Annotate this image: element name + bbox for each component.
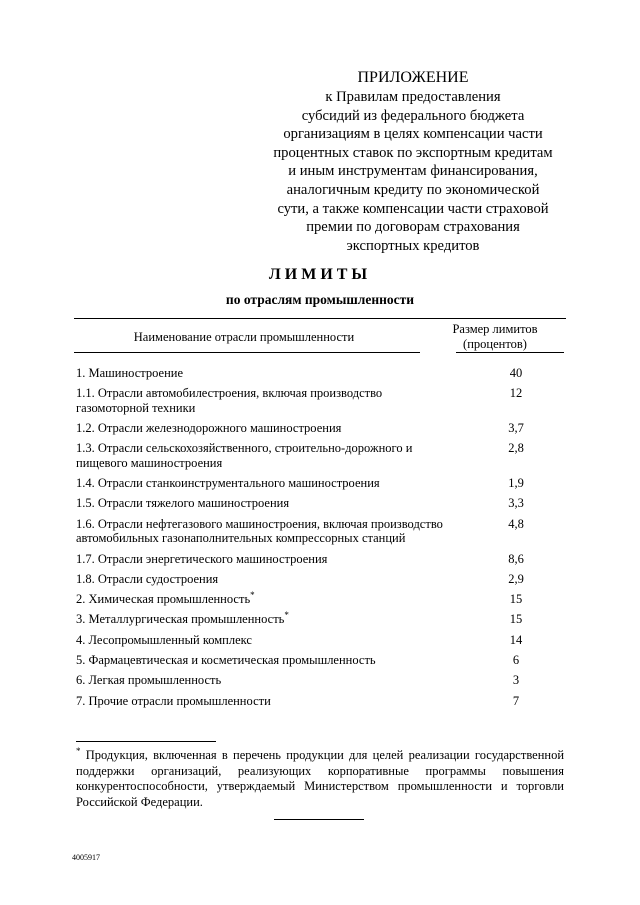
document-number: 4005917 <box>72 853 100 862</box>
table-row <box>76 653 566 668</box>
appendix-heading: ПРИЛОЖЕНИЕ <box>357 69 469 86</box>
header-bottom-rule <box>74 352 420 353</box>
appendix-line: экспортных кредитов <box>346 237 480 254</box>
row-name: 1.6. Отрасли нефтегазового машиностроения, включая производство автомобильных газонаполнительных компрессорных станций <box>76 516 443 546</box>
row-value: 6 <box>512 653 520 668</box>
row-name: 1.7. Отрасли энергетического машиностроения <box>76 551 328 566</box>
row-value: 14 <box>509 632 523 647</box>
row-name: 4. Лесопромышленный комплекс <box>76 632 252 647</box>
row-value: 2,8 <box>508 441 524 456</box>
appendix-block <box>258 68 568 255</box>
table-row <box>76 386 566 415</box>
table-row <box>76 694 566 709</box>
row-name: 6. Легкая промышленность <box>76 673 222 688</box>
appendix-line: и иным инструментам финансирования, <box>288 163 538 180</box>
table-row <box>76 476 566 491</box>
row-name: 1.3. Отрасли сельскохозяйственного, строительно-дорожного и пищевого машиностроения <box>76 441 413 470</box>
row-name: 1.2. Отрасли железнодорожного машиностроения <box>76 421 342 436</box>
appendix-line: сути, а также компенсации части страховой <box>277 200 549 217</box>
row-name: 1. Машиностроение <box>76 366 184 380</box>
row-name: 5. Фармацевтическая и косметическая промышленность <box>76 653 376 668</box>
table-row <box>76 517 566 546</box>
row-name: 1.8. Отрасли судостроения <box>76 571 219 586</box>
appendix-line: аналогичным кредиту по экономической <box>286 181 540 198</box>
appendix-line: к Правилам предоставления <box>325 89 501 105</box>
table-top-rule <box>74 318 566 319</box>
table-row <box>76 552 566 567</box>
row-value: 3,7 <box>508 421 524 436</box>
row-name: 1.1. Отрасли автомобилестроения, включая производство газомоторной техники <box>76 386 383 415</box>
row-name: 3. Металлургическая промышленность* <box>76 610 289 627</box>
col-name-header: Наименование отрасли промышленности <box>133 330 355 344</box>
appendix-line: премии по договорам страхования <box>306 219 520 236</box>
col-size-header-line1: Размер лимитов <box>452 322 538 336</box>
row-value: 3,3 <box>508 496 524 511</box>
row-value: 40 <box>509 366 523 380</box>
row-name: 1.4. Отрасли станкоинструментального машиностроения <box>76 476 380 491</box>
table-row <box>76 441 566 470</box>
footnote-marker: * <box>76 745 81 756</box>
row-value: 12 <box>509 386 523 401</box>
appendix-line: процентных ставок по экспортным кредитам <box>273 144 553 161</box>
footnote <box>76 745 565 810</box>
header-bottom-rule-right <box>456 352 564 353</box>
footnote-separator <box>76 741 216 742</box>
footnote-marker: * <box>284 610 289 621</box>
table-row <box>76 592 566 607</box>
footnote-text: Продукция, включенная в перечень продукции для целей реализации государственной поддержки организаций, реализующих корпоративные программы повышения конкурентоспособности, утверждаемый Министерством промышленности и торговли Российской Федерации. <box>76 748 565 809</box>
appendix-line: организациям в целях компенсации части <box>283 126 543 143</box>
appendix-line: субсидий из федерального бюджета <box>301 107 525 124</box>
table-row <box>76 421 566 436</box>
document-title: ЛИМИТЫ <box>268 266 372 283</box>
table-row <box>76 673 566 688</box>
limits-table <box>76 366 566 714</box>
table-row <box>76 612 566 627</box>
row-value: 2,9 <box>508 571 524 586</box>
table-row <box>76 572 566 587</box>
row-value: 1,9 <box>508 476 524 491</box>
end-rule <box>274 819 364 820</box>
row-name: 2. Химическая промышленность* <box>76 590 255 607</box>
row-value: 3 <box>512 673 520 688</box>
table-row <box>76 496 566 511</box>
table-row <box>76 366 566 381</box>
table-row <box>76 633 566 648</box>
footnote-marker: * <box>250 590 255 601</box>
row-value: 8,6 <box>508 551 524 566</box>
row-value: 4,8 <box>508 516 524 531</box>
document-subtitle: по отраслям промышленности <box>225 292 415 307</box>
row-value: 15 <box>509 612 523 627</box>
col-size-header-line2: (процентов) <box>463 337 527 351</box>
col-size-header <box>430 322 560 352</box>
row-value: 15 <box>509 592 523 607</box>
row-value: 7 <box>512 693 520 708</box>
row-name: 1.5. Отрасли тяжелого машиностроения <box>76 496 290 511</box>
row-name: 7. Прочие отрасли промышленности <box>76 693 271 708</box>
